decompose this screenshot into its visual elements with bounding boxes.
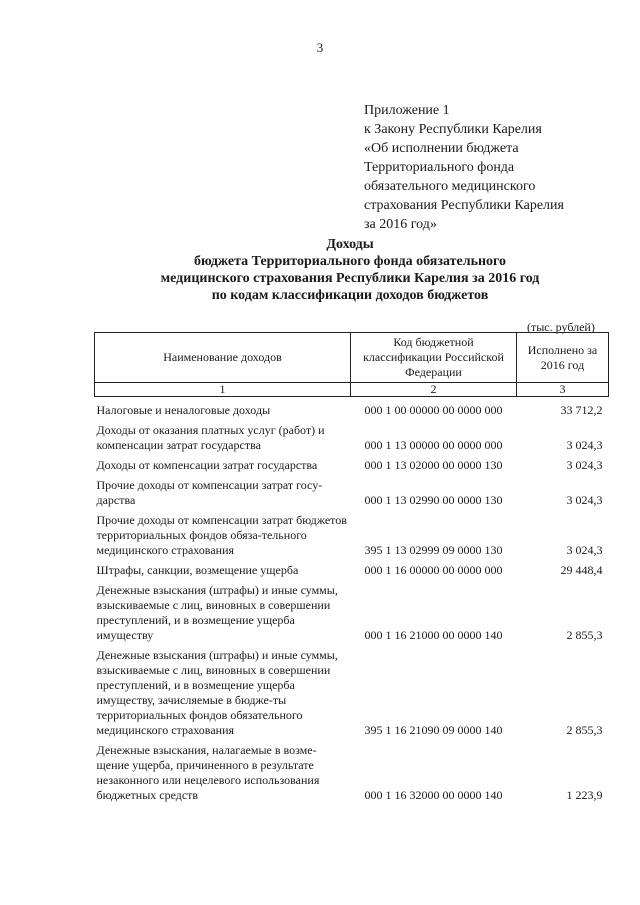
executed-amount: 2 855,3 [566, 723, 603, 737]
executed-amount: 3 024,3 [566, 438, 603, 452]
table-row [95, 580, 609, 645]
budget-code: 395 1 13 02999 09 0000 130 [364, 543, 503, 557]
budget-code: 000 1 00 00000 00 0000 000 [364, 403, 503, 417]
appendix-line: обязательного медицинского [364, 179, 536, 194]
table-header-row [95, 333, 609, 383]
budget-code: 000 1 13 02000 00 0000 130 [364, 458, 503, 472]
budget-code: 000 1 16 21000 00 0000 140 [364, 628, 503, 642]
budget-code: 000 1 13 00000 00 0000 000 [364, 438, 503, 452]
title-line: бюджета Территориального фонда обязательного [193, 254, 507, 269]
column-number-row [95, 383, 609, 397]
appendix-line: к Закону Республики Карелия [364, 122, 542, 137]
title-line: Доходы [326, 237, 374, 252]
income-name: Штрафы, санкции, возмещение ущерба [96, 563, 299, 577]
executed-amount: 3 024,3 [566, 458, 603, 472]
appendix-line: Приложение 1 [364, 103, 450, 118]
header-income-name: Наименование доходов [95, 333, 351, 383]
executed-amount: 1 223,9 [566, 788, 603, 802]
income-name: Денежные взыскания (штрафы) и иные суммы, взыскиваемые с лиц, виновных в совершении преступлений, и в возмещение ущерба имуществу [96, 583, 338, 642]
column-number: 3 [517, 383, 609, 397]
title-line: медицинского страхования Республики Карелия за 2016 год [160, 271, 540, 286]
units-label: (тыс. рублей) [527, 320, 595, 334]
appendix-line: «Об исполнении бюджета [364, 141, 519, 156]
table-row [95, 455, 609, 475]
appendix-reference [364, 101, 564, 234]
table-row [95, 420, 609, 455]
income-table [94, 332, 609, 805]
table-row [95, 560, 609, 580]
header-budget-code: Код бюджетной классификации Российской Федерации [351, 333, 517, 383]
executed-amount: 29 448,4 [560, 563, 603, 577]
income-name: Доходы от компенсации затрат государства [96, 458, 318, 472]
budget-code: 395 1 16 21090 09 0000 140 [364, 723, 503, 737]
executed-amount: 3 024,3 [566, 543, 603, 557]
table-row [95, 397, 609, 421]
executed-amount: 3 024,3 [566, 493, 603, 507]
income-name: Прочие доходы от компенсации затрат бюджетов территориальных фондов обяза-тельного медицинского страхования [96, 513, 347, 557]
appendix-line: страхования Республики Карелия [364, 198, 564, 213]
title-line: по кодам классификации доходов бюджетов [211, 288, 489, 303]
header-executed-amount: Исполнено за 2016 год [517, 333, 609, 383]
income-name: Доходы от оказания платных услуг (работ) и компенсации затрат государства [96, 423, 325, 452]
table-row [95, 475, 609, 510]
page-number: 3 [316, 40, 324, 55]
column-number: 2 [351, 383, 517, 397]
income-name: Денежные взыскания, налагаемые в возме-щение ущерба, причиненного в результате незаконного или нецелевого использования бюджетных средств [96, 743, 320, 802]
executed-amount: 2 855,3 [566, 628, 603, 642]
executed-amount: 33 712,2 [560, 403, 603, 417]
income-name: Налоговые и неналоговые доходы [96, 403, 271, 417]
budget-code: 000 1 16 32000 00 0000 140 [364, 788, 503, 802]
table-row [95, 510, 609, 560]
document-title [60, 236, 640, 304]
appendix-line: Территориального фонда [364, 160, 515, 175]
income-name: Денежные взыскания (штрафы) и иные суммы, взыскиваемые с лиц, виновных в совершении преступлений, и в возмещение ущерба имуществу, зачисляемые в бюдже-ты территориальных фондов обязательного медицинского страхования [96, 648, 338, 737]
table-row [95, 645, 609, 740]
budget-code: 000 1 13 02990 00 0000 130 [364, 493, 503, 507]
income-name: Прочие доходы от компенсации затрат госу-дарства [96, 478, 323, 507]
column-number: 1 [95, 383, 351, 397]
budget-code: 000 1 16 00000 00 0000 000 [364, 563, 503, 577]
appendix-line: за 2016 год» [364, 217, 437, 232]
table-row [95, 740, 609, 805]
